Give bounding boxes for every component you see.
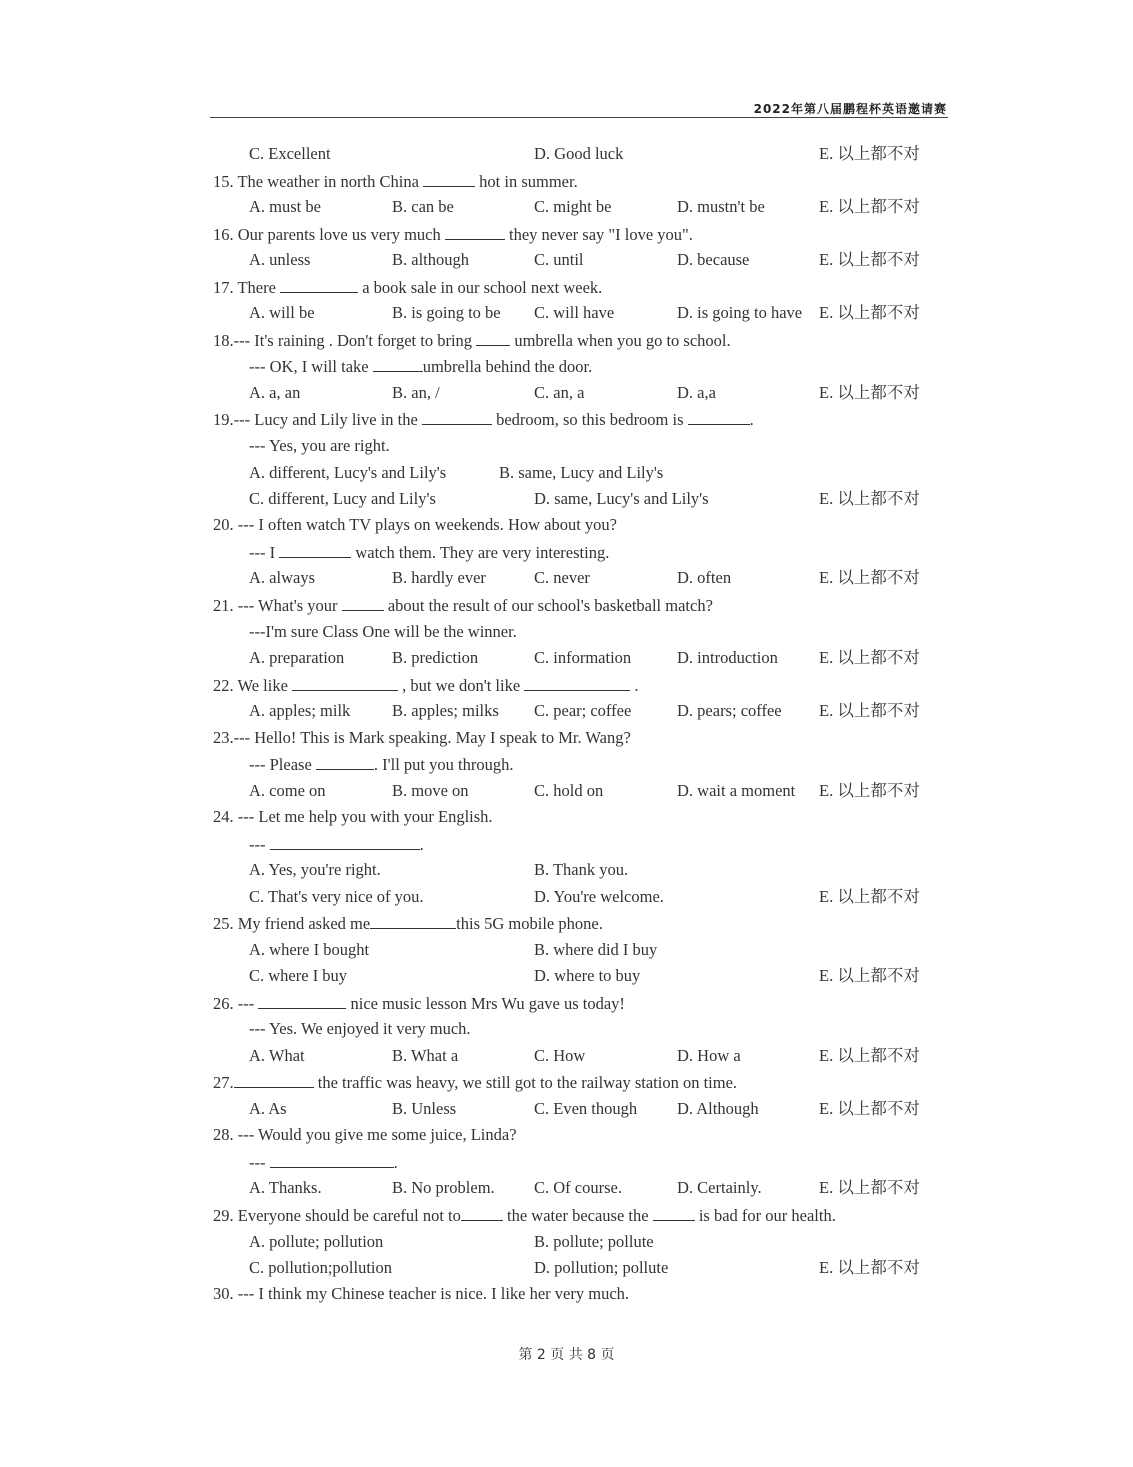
option-e: E. 以上都不对: [819, 144, 920, 163]
stem-end: this 5G mobile phone.: [456, 914, 603, 933]
reply-dash: ---: [249, 835, 266, 854]
option-b: B. can be: [392, 197, 454, 216]
option-a: A. come on: [249, 781, 326, 800]
reply-start: --- Please: [249, 755, 312, 774]
answer-blank: [342, 592, 384, 611]
question-text: 30. --- I think my Chinese teacher is nice. I like her very much.: [213, 1284, 630, 1303]
question-18-reply: [0, 353, 1133, 379]
question-21-options: [0, 645, 1133, 671]
stem-end: about the result of our school's basketball match?: [387, 596, 713, 615]
question-18-options: [0, 380, 1133, 406]
answer-blank: [476, 327, 510, 346]
question-29-options-cde: [0, 1255, 1133, 1281]
option-d: D. introduction: [677, 648, 778, 667]
option-d: D. mustn't be: [677, 197, 765, 216]
answer-blank: [234, 1069, 314, 1088]
option-a: A. As: [249, 1099, 287, 1118]
question-19-reply: [0, 433, 1133, 459]
reply-end: .: [419, 835, 424, 854]
answer-blank: [258, 990, 346, 1009]
question-15-stem: [0, 168, 1133, 194]
question-20-options: [0, 565, 1133, 591]
option-c: C. an, a: [534, 383, 585, 402]
answer-blank: [461, 1202, 503, 1221]
reply-end: watch them. They are very interesting.: [355, 543, 610, 562]
option-b: B. prediction: [392, 648, 479, 667]
question-text: [213, 1202, 836, 1229]
option-c: C. different, Lucy and Lily's: [249, 489, 436, 508]
option-b: B. is going to be: [392, 303, 501, 322]
question-28-reply: [0, 1149, 1133, 1175]
answer-blank: [524, 672, 630, 691]
option-e: E. 以上都不对: [819, 303, 920, 322]
question-23-stem: [0, 725, 1133, 751]
option-a: A. preparation: [249, 648, 345, 667]
option-d: D. is going to have: [677, 303, 803, 322]
stem-start: 21. --- What's your: [213, 596, 338, 615]
question-20-reply: [0, 539, 1133, 565]
option-a: A. will be: [249, 303, 315, 322]
option-c: C. until: [534, 250, 584, 269]
question-text: [213, 168, 578, 195]
reply-start: --- OK, I will take: [249, 357, 369, 376]
option-e: E. 以上都不对: [819, 701, 920, 720]
answer-blank: [279, 539, 351, 558]
option-c: C. How: [534, 1046, 586, 1065]
stem-start: 15. The weather in north China: [213, 172, 419, 191]
option-e: E. 以上都不对: [819, 887, 920, 906]
answer-blank: [292, 672, 398, 691]
stem-start: 29. Everyone should be careful not to: [213, 1206, 461, 1225]
option-b: B. an, /: [392, 383, 440, 402]
option-e: E. 以上都不对: [819, 648, 920, 667]
question-24-reply: [0, 831, 1133, 857]
answer-blank: [270, 1149, 394, 1168]
reply-text: [249, 1149, 398, 1176]
option-e: E. 以上都不对: [819, 197, 920, 216]
option-b: B. pollute; pollute: [534, 1232, 654, 1251]
reply-text: [249, 751, 513, 778]
answer-blank: [270, 831, 420, 850]
stem-end: .: [634, 676, 639, 695]
stem-start: 16. Our parents love us very much: [213, 225, 441, 244]
reply-text: --- Yes, you are right.: [249, 436, 390, 455]
question-23-reply: [0, 751, 1133, 777]
option-a: A. where I bought: [249, 940, 370, 959]
option-c: C. That's very nice of you.: [249, 887, 424, 906]
question-14-options-cd: [0, 141, 1133, 167]
question-17-options: [0, 300, 1133, 326]
option-c: C. Excellent: [249, 144, 331, 163]
option-d: D. pollution; pollute: [534, 1258, 669, 1277]
option-b: B. move on: [392, 781, 469, 800]
option-d: D. pears; coffee: [677, 701, 782, 720]
reply-text: --- Yes. We enjoyed it very much.: [249, 1019, 471, 1038]
stem-middle: , but we don't like: [402, 676, 521, 695]
stem-end: they never say "I love you".: [509, 225, 693, 244]
option-b: B. What a: [392, 1046, 459, 1065]
question-16-stem: [0, 221, 1133, 247]
option-e: E. 以上都不对: [819, 250, 920, 269]
option-b: B. apples; milks: [392, 701, 499, 720]
option-d: D. Good luck: [534, 144, 624, 163]
question-text: [213, 406, 754, 433]
reply-start: --- I: [249, 543, 276, 562]
option-b: B. although: [392, 250, 469, 269]
question-24-options-ab: [0, 857, 1133, 883]
question-16-options: [0, 247, 1133, 273]
option-c: C. Of course.: [534, 1178, 622, 1197]
question-text: [213, 1069, 737, 1096]
question-text: [213, 592, 713, 619]
question-26-options: [0, 1043, 1133, 1069]
option-d: D. wait a moment: [677, 781, 796, 800]
question-27-options: [0, 1096, 1133, 1122]
stem-start: 22. We like: [213, 676, 288, 695]
question-23-options: [0, 778, 1133, 804]
option-a: A. Thanks.: [249, 1178, 322, 1197]
option-c: C. where I buy: [249, 966, 348, 985]
option-c: C. never: [534, 568, 590, 587]
question-18-stem: [0, 327, 1133, 353]
stem-end: umbrella when you go to school.: [514, 331, 731, 350]
option-d: D. where to buy: [534, 966, 641, 985]
reply-end: .: [393, 1153, 398, 1172]
question-text: 20. --- I often watch TV plays on weekends. How about you?: [213, 515, 618, 534]
question-text: [213, 990, 625, 1017]
question-text: [213, 274, 602, 301]
reply-end: . I'll put you through.: [373, 755, 514, 774]
option-b: B. same, Lucy and Lily's: [499, 463, 664, 482]
option-c: C. information: [534, 648, 632, 667]
option-b: B. No problem.: [392, 1178, 495, 1197]
stem-end: .: [749, 410, 754, 429]
question-22-stem: [0, 672, 1133, 698]
question-26-reply: [0, 1016, 1133, 1042]
option-d: D. same, Lucy's and Lily's: [534, 489, 709, 508]
option-d: D. How a: [677, 1046, 741, 1065]
option-a: A. unless: [249, 250, 311, 269]
stem-middle: the water because the: [507, 1206, 649, 1225]
answer-blank: [370, 910, 456, 929]
option-c: C. will have: [534, 303, 615, 322]
option-c: C. pollution;pollution: [249, 1258, 393, 1277]
question-21-stem: [0, 592, 1133, 618]
stem-end: nice music lesson Mrs Wu gave us today!: [350, 994, 625, 1013]
option-e: E. 以上都不对: [819, 1046, 920, 1065]
question-29-options-ab: [0, 1229, 1133, 1255]
option-b: B. Thank you.: [534, 860, 629, 879]
option-c: C. pear; coffee: [534, 701, 632, 720]
question-25-options-cde: [0, 963, 1133, 989]
option-a: A. pollute; pollution: [249, 1232, 384, 1251]
question-26-stem: [0, 990, 1133, 1016]
question-24-options-cde: [0, 884, 1133, 910]
question-text: 28. --- Would you give me some juice, Linda?: [213, 1125, 517, 1144]
option-a: A. apples; milk: [249, 701, 351, 720]
option-e: E. 以上都不对: [819, 489, 920, 508]
question-19-stem: [0, 406, 1133, 432]
stem-end: hot in summer.: [479, 172, 578, 191]
question-text: [213, 221, 693, 248]
answer-blank: [280, 274, 358, 293]
stem-end: a book sale in our school next week.: [362, 278, 603, 297]
reply-text: [249, 831, 424, 858]
option-e: E. 以上都不对: [819, 1258, 920, 1277]
option-a: A. always: [249, 568, 315, 587]
question-25-stem: [0, 910, 1133, 936]
option-c: C. might be: [534, 197, 612, 216]
question-25-options-ab: [0, 937, 1133, 963]
stem-start: 18.--- It's raining . Don't forget to bring: [213, 331, 473, 350]
reply-dash: ---: [249, 1153, 266, 1172]
option-d: D. You're welcome.: [534, 887, 664, 906]
question-text: 24. --- Let me help you with your English.: [213, 807, 493, 826]
stem-end: the traffic was heavy, we still got to the railway station on time.: [317, 1073, 738, 1092]
question-19-options-cde: [0, 486, 1133, 512]
option-d: D. a,a: [677, 383, 716, 402]
option-a: A. must be: [249, 197, 321, 216]
option-a: A. a, an: [249, 383, 301, 402]
option-d: D. Although: [677, 1099, 759, 1118]
option-e: E. 以上都不对: [819, 1178, 920, 1197]
stem-start: 27.: [213, 1073, 234, 1092]
option-d: D. because: [677, 250, 750, 269]
option-c: C. Even though: [534, 1099, 638, 1118]
question-19-options-ab: [0, 460, 1133, 486]
reply-text: [249, 539, 609, 566]
answer-blank: [316, 751, 374, 770]
question-24-stem: [0, 804, 1133, 830]
option-a: A. What: [249, 1046, 305, 1065]
option-e: E. 以上都不对: [819, 966, 920, 985]
question-text: 23.--- Hello! This is Mark speaking. May I speak to Mr. Wang?: [213, 728, 631, 747]
question-text: [213, 672, 639, 699]
option-b: B. hardly ever: [392, 568, 486, 587]
page-number-footer: 第 2 页 共 8 页: [518, 1347, 615, 1363]
question-text: [213, 910, 603, 937]
stem-start: 26. ---: [213, 994, 255, 1013]
option-b: B. Unless: [392, 1099, 457, 1118]
question-21-reply: [0, 619, 1133, 645]
option-b: B. where did I buy: [534, 940, 658, 959]
question-27-stem: [0, 1069, 1133, 1095]
option-d: D. often: [677, 568, 732, 587]
stem-start: 19.--- Lucy and Lily live in the: [213, 410, 418, 429]
option-e: E. 以上都不对: [819, 781, 920, 800]
question-text: [213, 327, 731, 354]
reply-text: [249, 353, 592, 380]
answer-blank: [653, 1202, 695, 1221]
question-20-stem: [0, 512, 1133, 538]
question-30-stem: [0, 1281, 1133, 1307]
question-28-options: [0, 1175, 1133, 1201]
exam-header-title: 2022年第八届鹏程杯英语邀请赛: [753, 102, 947, 116]
question-29-stem: [0, 1202, 1133, 1228]
reply-text: ---I'm sure Class One will be the winner.: [249, 622, 517, 641]
option-e: E. 以上都不对: [819, 568, 920, 587]
stem-start: 25. My friend asked me: [213, 914, 371, 933]
question-28-stem: [0, 1122, 1133, 1148]
stem-middle: bedroom, so this bedroom is: [496, 410, 684, 429]
answer-blank: [445, 221, 505, 240]
option-e: E. 以上都不对: [819, 383, 920, 402]
question-17-stem: [0, 274, 1133, 300]
answer-blank: [688, 406, 750, 425]
option-a: A. Yes, you're right.: [249, 860, 381, 879]
option-c: C. hold on: [534, 781, 604, 800]
option-d: D. Certainly.: [677, 1178, 762, 1197]
header-divider: [210, 117, 948, 118]
answer-blank: [373, 353, 423, 372]
stem-start: 17. There: [213, 278, 276, 297]
stem-end: is bad for our health.: [698, 1206, 836, 1225]
question-22-options: [0, 698, 1133, 724]
question-15-options: [0, 194, 1133, 220]
answer-blank: [423, 168, 475, 187]
answer-blank: [422, 406, 492, 425]
reply-end: umbrella behind the door.: [422, 357, 593, 376]
option-a: A. different, Lucy's and Lily's: [249, 463, 447, 482]
option-e: E. 以上都不对: [819, 1099, 920, 1118]
